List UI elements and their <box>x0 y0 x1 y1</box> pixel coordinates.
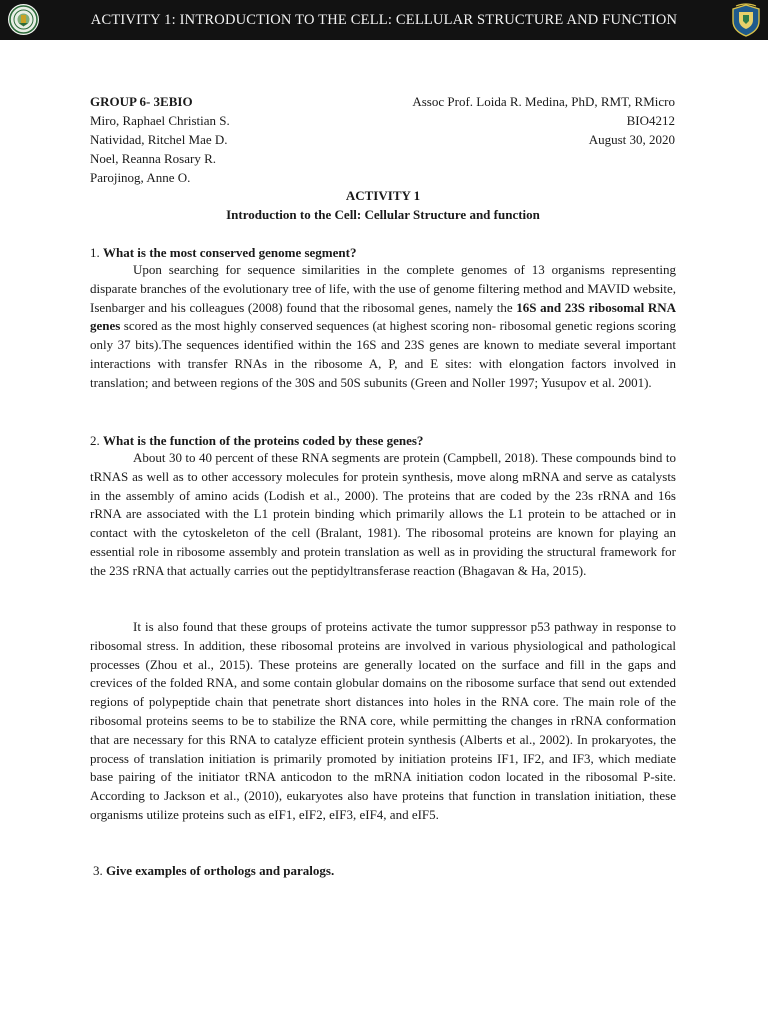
question-heading <box>90 243 676 262</box>
member-name: Noel, Reanna Rosary R. <box>90 151 217 166</box>
paragraph-text: Upon searching for sequence similarities in the complete genomes of 13 organisms representing disparate branches of the evolutionary tree of life, with the use of genome filtering method and MAVID website, Isenbarger and his colleagues (2008) found that the ribosomal genes, namely the <box>90 262 676 315</box>
professor-name: Assoc Prof. Loida R. Medina, PhD, RMT, RMicro <box>412 94 675 109</box>
activity-subtitle: Introduction to the Cell: Cellular Structure and function <box>226 207 540 222</box>
activity-label: ACTIVITY 1 <box>345 188 421 203</box>
question-number: 2. <box>90 433 100 448</box>
header-title: ACTIVITY 1: INTRODUCTION TO THE CELL: CELLULAR STRUCTURE AND FUNCTION <box>90 11 678 28</box>
university-seal-icon <box>8 4 39 35</box>
question-text: Give examples of orthologs and paralogs. <box>106 863 335 878</box>
group-label: GROUP 6- 3EBIO <box>90 94 193 109</box>
paragraph-text: scored as the most highly conserved sequences (at highest scoring non- ribosomal genetic regions scoring only 37 bits).The sequences identified within the 16S and 23S genes are known to mediate several important interactions with transfer RNAs in the ribosome A, P, and E sites: with elongation factors involved in translation; and between regions of the 30S and 50S subunits (Green and Noller 1997; Yusupov et al. 2001). <box>90 318 676 390</box>
member-name: Miro, Raphael Christian S. <box>90 113 230 128</box>
question-text: What is the most conserved genome segment? <box>103 245 357 260</box>
document-date: August 30, 2020 <box>588 132 675 147</box>
answer-paragraph: About 30 to 40 percent of these RNA segments are protein (Campbell, 2018). These compounds bind to tRNAS as well as to other accessory molecules for protein synthesis, move along mRNA and serve as catalysts in the assembly of amino acids (Lodish et al., 2000). The proteins that are coded by the 23s rRNA and 16s rRNA are associated with the L1 protein binding which primarily allows the L1 protein to be attached or in contact with the cytoskeleton of the cell (Bralant, 1981). The ribosomal proteins are known for playing an essential role in ribosome assembly and protein translation as well as in providing the structural framework for the 23S rRNA that actually carries out the peptidyltransferase reaction (Bhagavan & Ha, 2015). <box>90 450 676 578</box>
question-heading <box>90 431 676 450</box>
answer-paragraph: It is also found that these groups of proteins activate the tumor suppressor p53 pathway in response to ribosomal stress. In addition, these ribosomal proteins are involved in various physiological and pathological processes (Zhou et al., 2015). These proteins are generally located on the surface and fill in the gaps and crevices of the folded RNA, and some contain globular domains on the ribosome surface that send out extended regions of polypeptide chain that penetrate short distances into holes in the RNA core. The main role of the ribosomal proteins seems to be to stabilize the RNA core, while permitting the changes in rRNA conformation that are necessary for this RNA to catalyze efficient protein synthesis (Alberts et al., 2002). In prokaryotes, the process of translation initiation is primarily promoted by initiation proteins IF1, IF2, and IF3, which mediate base pairing of the initiator tRNA anticodon to the mRNA initiation codon located in the ribosomal P-site. According to Jackson et al., (2010), eukaryotes also have proteins that function in translation initiation, these organisms utilize proteins such as eIF1, eIF2, eIF3, eIF4, and eIF5. <box>90 619 676 822</box>
member-name: Natividad, Ritchel Mae D. <box>90 132 228 147</box>
question-number: 1. <box>90 245 100 260</box>
member-name: Parojinog, Anne O. <box>90 170 191 185</box>
course-code: BIO4212 <box>626 113 675 128</box>
crest-shield-icon <box>729 2 763 38</box>
info-block <box>90 92 675 187</box>
highlighted-term: 16S and 23S ribosomal RNA genes <box>90 299 676 334</box>
question-number: 3. <box>93 863 103 878</box>
answer-paragraph <box>90 261 676 393</box>
question-heading <box>93 861 679 880</box>
document-header <box>0 0 768 40</box>
question-text: What is the function of the proteins coded by these genes? <box>103 433 424 448</box>
